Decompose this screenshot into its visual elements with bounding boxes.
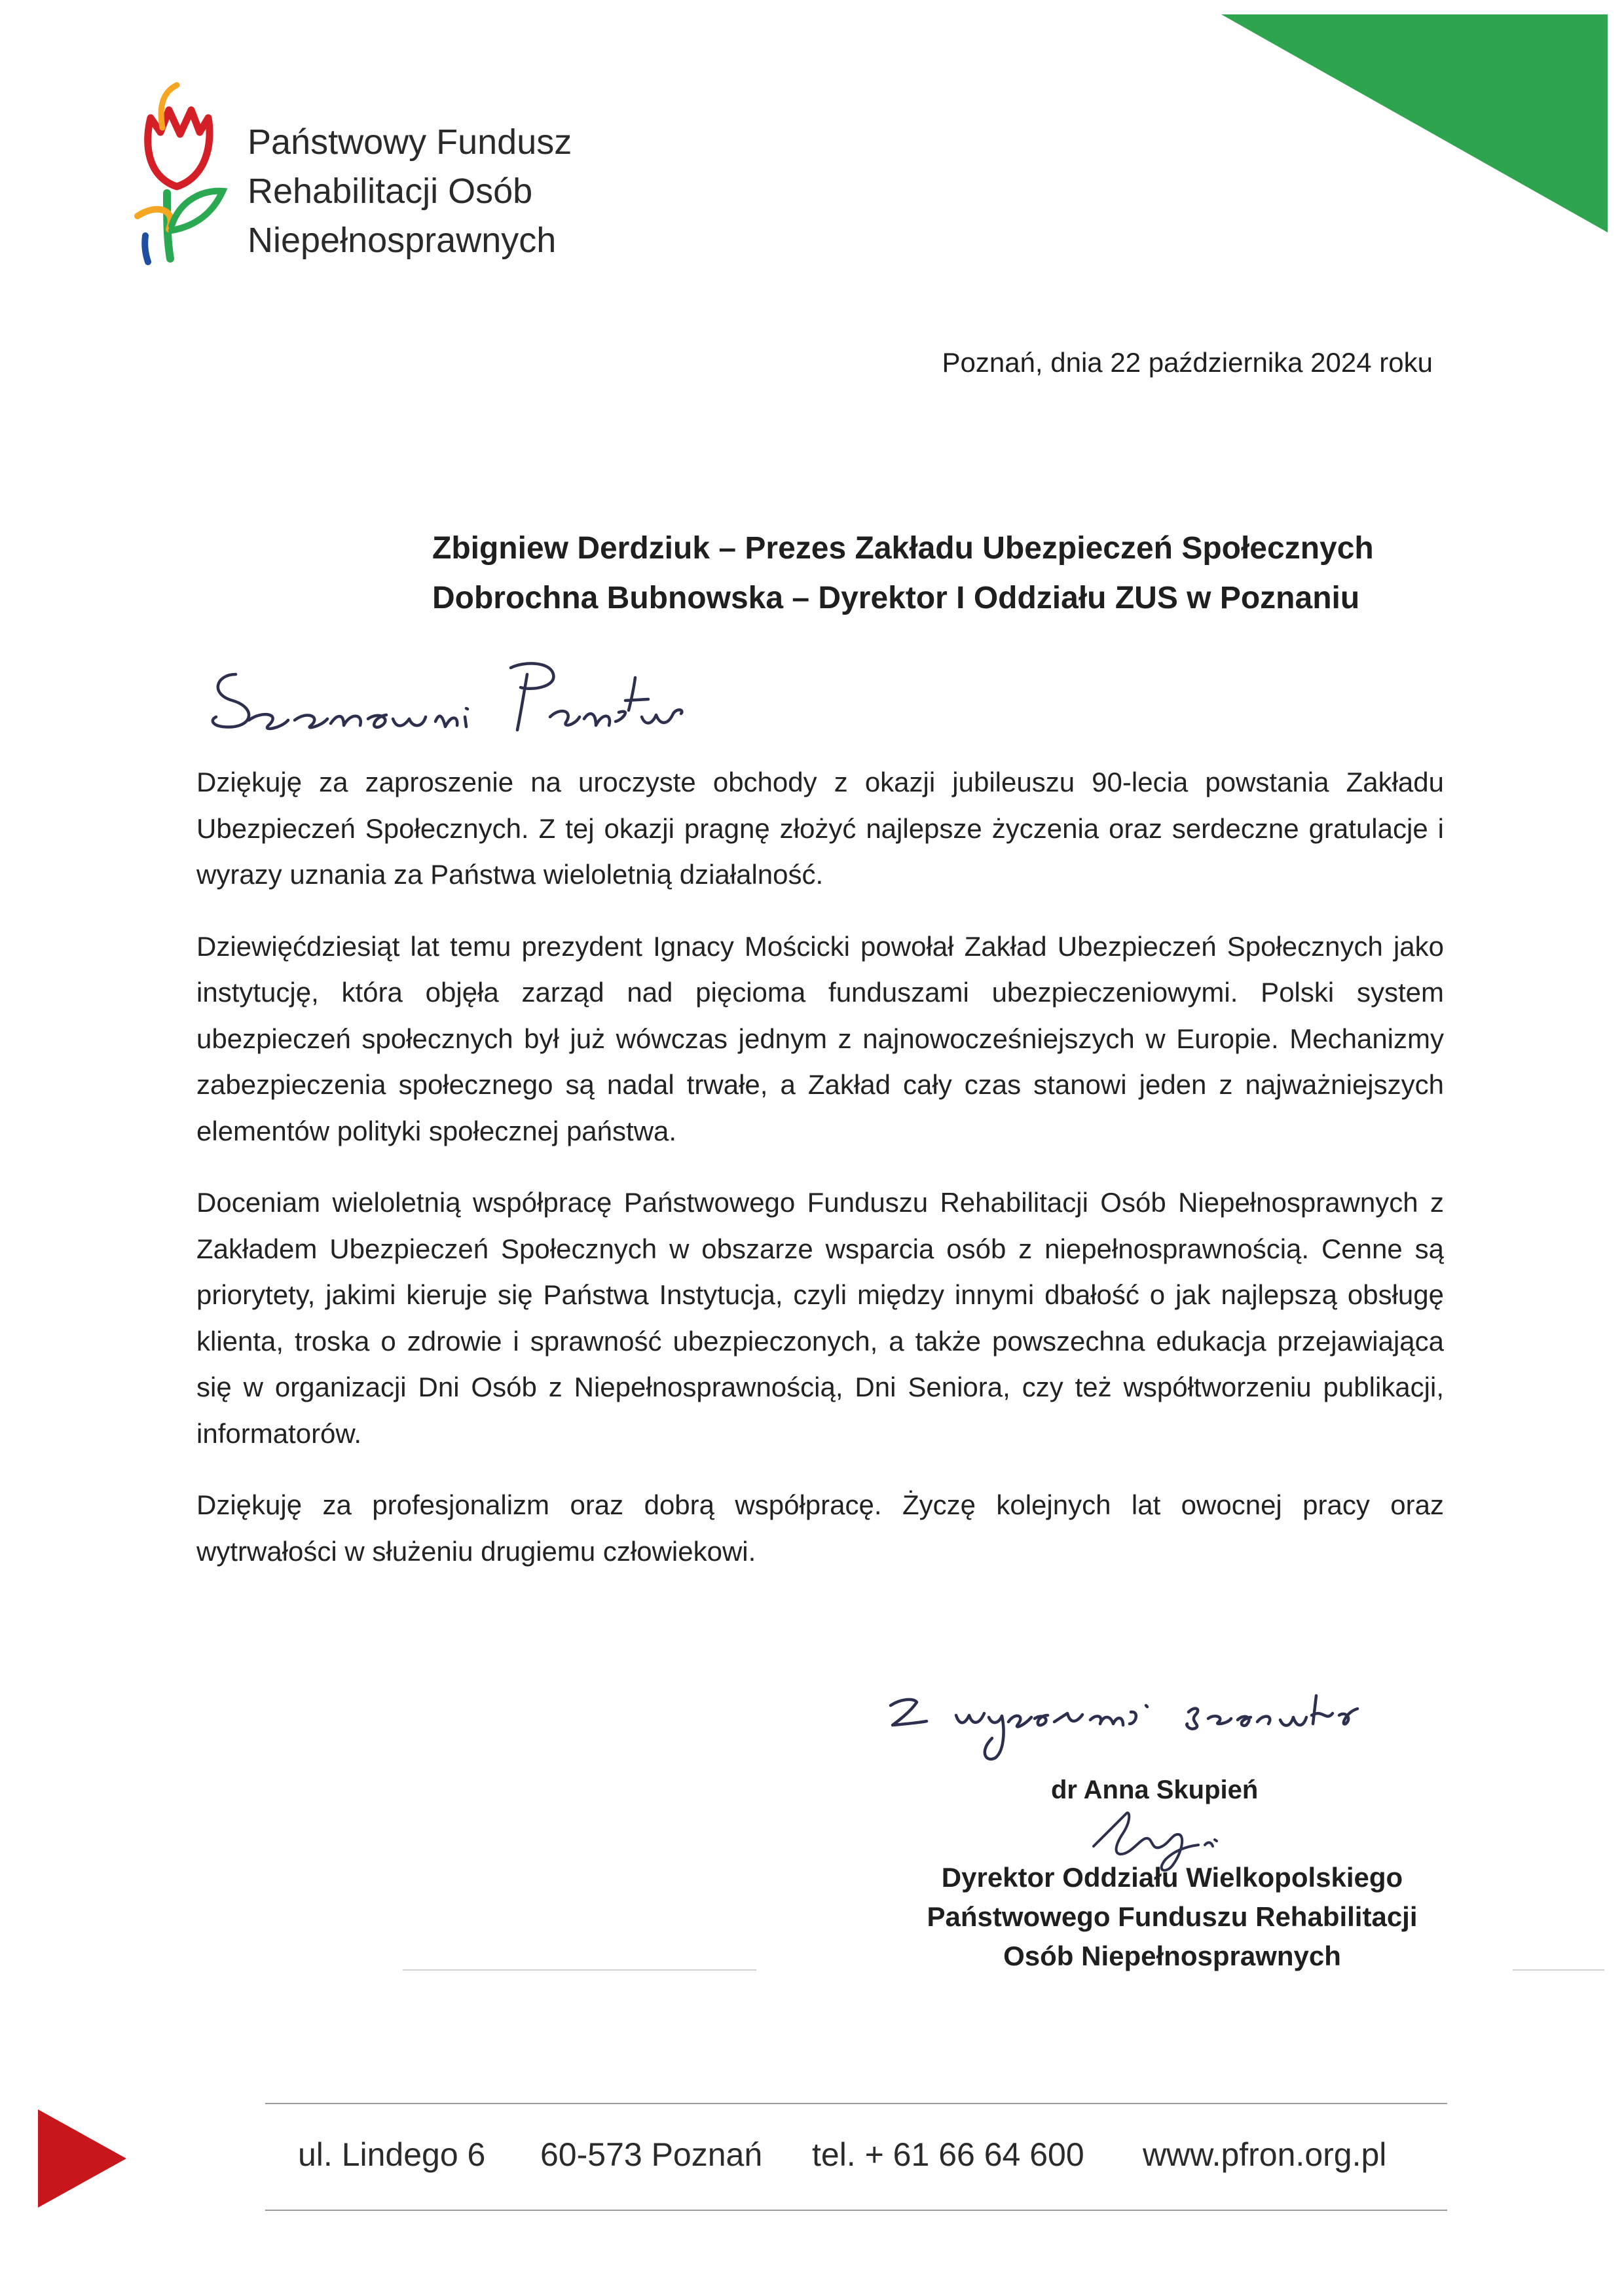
scan-divider-left xyxy=(403,1969,756,1971)
letter-date: Poznań, dnia 22 października 2024 roku xyxy=(942,347,1433,378)
signer-title-line-2: Państwowego Funduszu Rehabilitacji xyxy=(927,1901,1418,1932)
footer-bottom-rule xyxy=(265,2210,1447,2211)
tulip-logo-icon xyxy=(131,79,229,268)
signer-name: dr Anna Skupień xyxy=(1051,1776,1259,1804)
footer-postal: 60-573 Poznań xyxy=(540,2136,763,2173)
signer-title-line-1: Dyrektor Oddziału Wielkopolskiego xyxy=(941,1862,1403,1893)
recipient-line-1: Zbigniew Derdziuk – Prezes Zakładu Ubezpieczeń Społecznych xyxy=(432,531,1374,566)
organization-name xyxy=(248,118,572,265)
footer-arrow-icon xyxy=(38,2109,126,2208)
footer-phone: tel. + 61 66 64 600 xyxy=(812,2136,1084,2173)
recipients-block xyxy=(432,524,1374,623)
org-name-line-3: Niepełnosprawnych xyxy=(248,221,557,260)
scan-divider-right xyxy=(1513,1969,1604,1971)
org-name-line-2: Rehabilitacji Osób xyxy=(248,172,533,211)
letter-body xyxy=(196,759,1444,1600)
footer-website[interactable]: www.pfron.org.pl xyxy=(1143,2136,1387,2173)
recipient-line-2: Dobrochna Bubnowska – Dyrektor I Oddziału ZUS w Poznaniu xyxy=(432,581,1360,615)
footer-address: ul. Lindego 6 xyxy=(298,2136,486,2173)
handwritten-salutation xyxy=(196,648,694,746)
handwritten-closing xyxy=(887,1660,1411,1771)
body-paragraph-1: Dziękuję za zaproszenie na uroczyste obchody z okazji jubileuszu 90-lecia powstania Zakładu Ubezpieczeń Społecznych. Z tej okazji pragnę złożyć najlepsze życzenia oraz serdeczne gratulacje i wyrazy uznania za Państwa wieloletnią działalność. xyxy=(196,767,1444,890)
corner-decoration-green xyxy=(1221,0,1624,236)
footer-top-rule xyxy=(265,2103,1447,2104)
body-paragraph-2: Dziewięćdziesiąt lat temu prezydent Ignacy Mościcki powołał Zakład Ubezpieczeń Społecznych jako instytucję, która objęła zarząd nad pięcioma funduszami ubezpieczeniowymi. Polski system ubezpieczeń społecznych był już wówczas jednym z najnowocześniejszych w Europie. Mechanizmy zabezpieczenia społecznego są nadal trwałe, a Zakład cały czas stanowi jeden z najważniejszych elementów polityki społecznej państwa. xyxy=(196,930,1444,1146)
org-name-line-1: Państwowy Fundusz xyxy=(248,122,572,162)
body-paragraph-3: Doceniam wieloletnią współpracę Państwowego Funduszu Rehabilitacji Osób Niepełnosprawnych z Zakładem Ubezpieczeń Społecznych w obszarze wsparcia osób z niepełnosprawnością. Cenne są priorytety, jakimi kieruje się Państwa Instytucja, czyli między innymi dbałość o jak najlepszą obsługę klienta, troska o zdrowie i sprawność ubezpieczonych, a także powszechna edukacja przejawiająca się w organizacji Dni Osób z Niepełnosprawnością, Dni Seniora, czy też współtworzeniu publikacji, informatorów. xyxy=(196,1187,1444,1449)
body-paragraph-4: Dziękuję za profesjonalizm oraz dobrą współpracę. Życzę kolejnych lat owocnej pracy oraz wytrwałości w służeniu drugiemu człowiekowi. xyxy=(196,1489,1444,1567)
signer-title xyxy=(851,1858,1493,1976)
footer-contact xyxy=(262,2136,1447,2195)
signer-title-line-3: Osób Niepełnosprawnych xyxy=(1003,1941,1341,1971)
